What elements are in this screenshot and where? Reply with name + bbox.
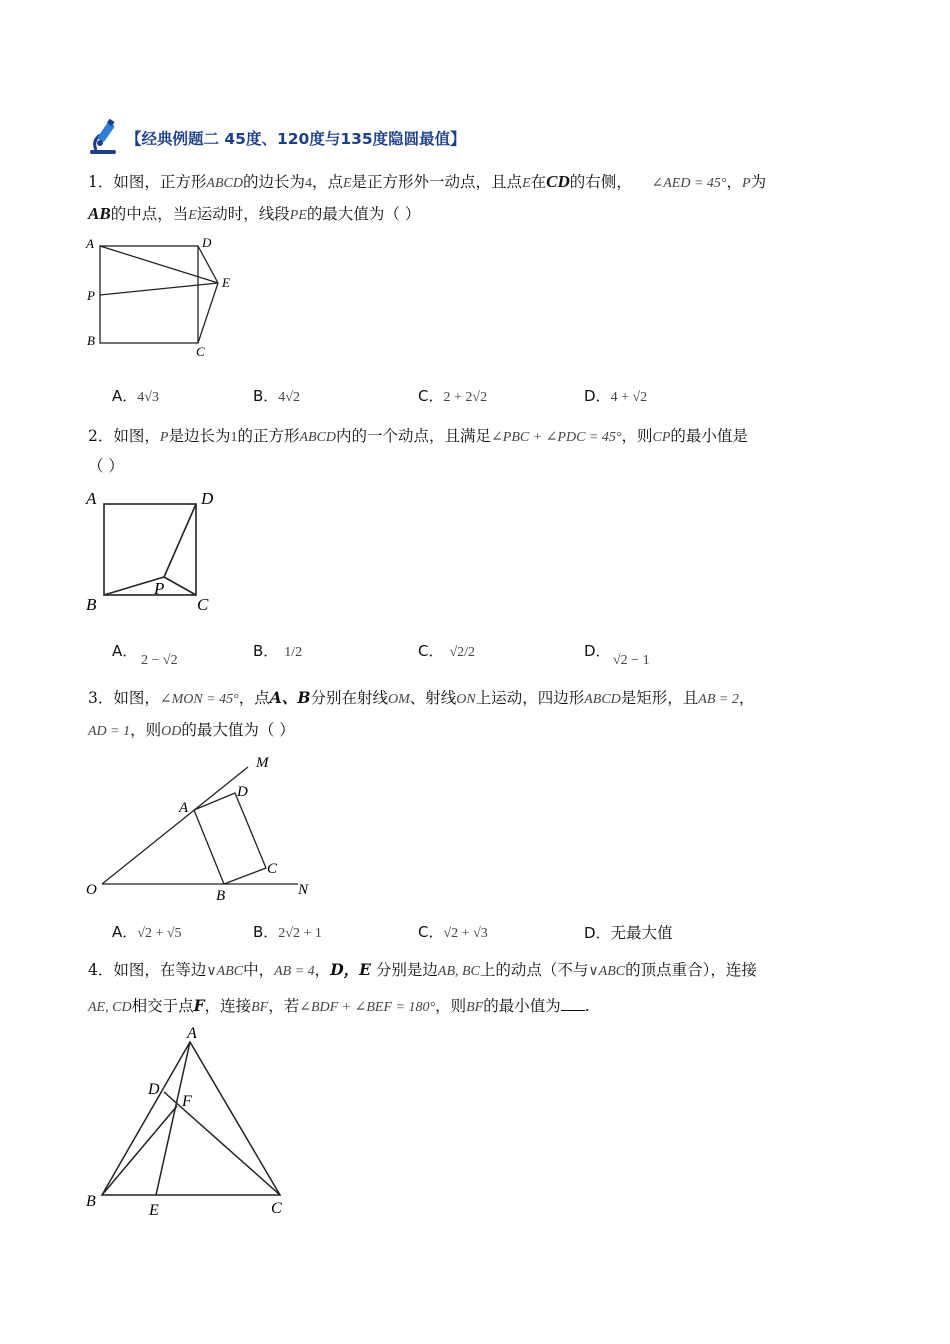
- question-4-line-2: AE, CD相交于点F，连接BF，若∠BDF + ∠BEF = 180°，则BF的最小值为 .: [88, 996, 590, 1015]
- question-1-line-1: 1．如图，正方形ABCD的边长为4，点E是正方形外一动点，且点E在CD的右侧， ∠AED = 45°，P为: [88, 172, 767, 191]
- fig3-label-o: O: [86, 882, 97, 898]
- fig2-label-a: A: [86, 489, 97, 508]
- fig3-label-m: M: [256, 755, 269, 771]
- fig4-label-b: B: [86, 1193, 96, 1210]
- q2-option-d[interactable]: D．: [584, 642, 611, 660]
- fig1-label-b: B: [87, 333, 95, 348]
- microscope-icon: [86, 119, 122, 157]
- q3-option-a[interactable]: A．√2 + √5: [112, 923, 182, 941]
- fig2-label-d: D: [201, 489, 214, 508]
- fig2-label-b: B: [86, 595, 97, 614]
- question-3-line-1: 3．如图，∠MON = 45°，点A、B分别在射线OM、射线ON上运动，四边形ABCD是矩形，且AB = 2，: [88, 688, 755, 707]
- question-2-line-1: 2．如图，P是边长为1的正方形ABCD内的一个动点，且满足∠PBC + ∠PDC = 45°，则CP的最小值是: [88, 427, 748, 445]
- question-3-figure: [82, 750, 322, 910]
- fig4-label-d: D: [148, 1081, 160, 1098]
- q3-option-d[interactable]: D．无最大值: [584, 924, 673, 942]
- q2-option-a[interactable]: A．: [112, 642, 138, 660]
- q3-option-b[interactable]: B．2√2 + 1: [253, 923, 322, 941]
- fig3-label-n: N: [298, 882, 309, 898]
- fig4-label-f: F: [182, 1093, 192, 1110]
- q1-option-c[interactable]: C．2 + 2√2: [418, 387, 488, 405]
- q1-option-b[interactable]: B．4√2: [253, 387, 300, 405]
- fig1-label-d: D: [202, 235, 212, 250]
- fig1-label-e: E: [222, 275, 230, 290]
- fig3-label-a: A: [179, 800, 189, 816]
- fig3-label-d: D: [237, 784, 248, 800]
- fig2-label-p: P: [154, 579, 165, 598]
- q2-option-c[interactable]: C． √2/2: [418, 642, 476, 660]
- question-3-line-2: AD = 1，则OD的最大值为（ ）: [88, 721, 295, 739]
- section-header: [86, 118, 466, 158]
- q2-option-a-value: 2 − √2: [141, 653, 178, 668]
- question-4-line-1: 4．如图，在等边∨ABC中，AB = 4，D，E 分别是边AB, BC上的动点（不与∨ABC的顶点重合），连接: [88, 960, 757, 979]
- fig1-label-c: C: [196, 344, 205, 359]
- answer-blank[interactable]: [561, 996, 585, 1011]
- fig3-label-c: C: [267, 861, 278, 877]
- fig4-label-e: E: [149, 1202, 159, 1219]
- q3-option-c[interactable]: C．√2 + √3: [418, 923, 488, 941]
- question-2-line-2: （ ）: [88, 457, 124, 475]
- q2-option-d-value: √2 − 1: [613, 653, 650, 668]
- fig4-label-c: C: [271, 1200, 282, 1217]
- q2-option-b[interactable]: B． 1/2: [253, 642, 303, 660]
- fig1-label-a: A: [86, 236, 94, 251]
- fig3-label-b: B: [216, 888, 226, 904]
- question-1-figure: [84, 232, 244, 362]
- fig4-label-a: A: [187, 1025, 197, 1042]
- fig2-label-c: C: [197, 595, 209, 614]
- q1-option-a[interactable]: A．4√3: [112, 387, 159, 405]
- page-title: 【经典例题二 45度、120度与135度隐圆最值】: [126, 130, 466, 148]
- fig1-label-p: P: [87, 288, 95, 303]
- q1-option-d[interactable]: D．4 + √2: [584, 387, 648, 405]
- question-2-figure: [84, 484, 234, 614]
- question-4-figure: [84, 1024, 294, 1220]
- question-1-line-2: AB的中点，当E运动时，线段PE的最大值为（ ）: [88, 204, 421, 223]
